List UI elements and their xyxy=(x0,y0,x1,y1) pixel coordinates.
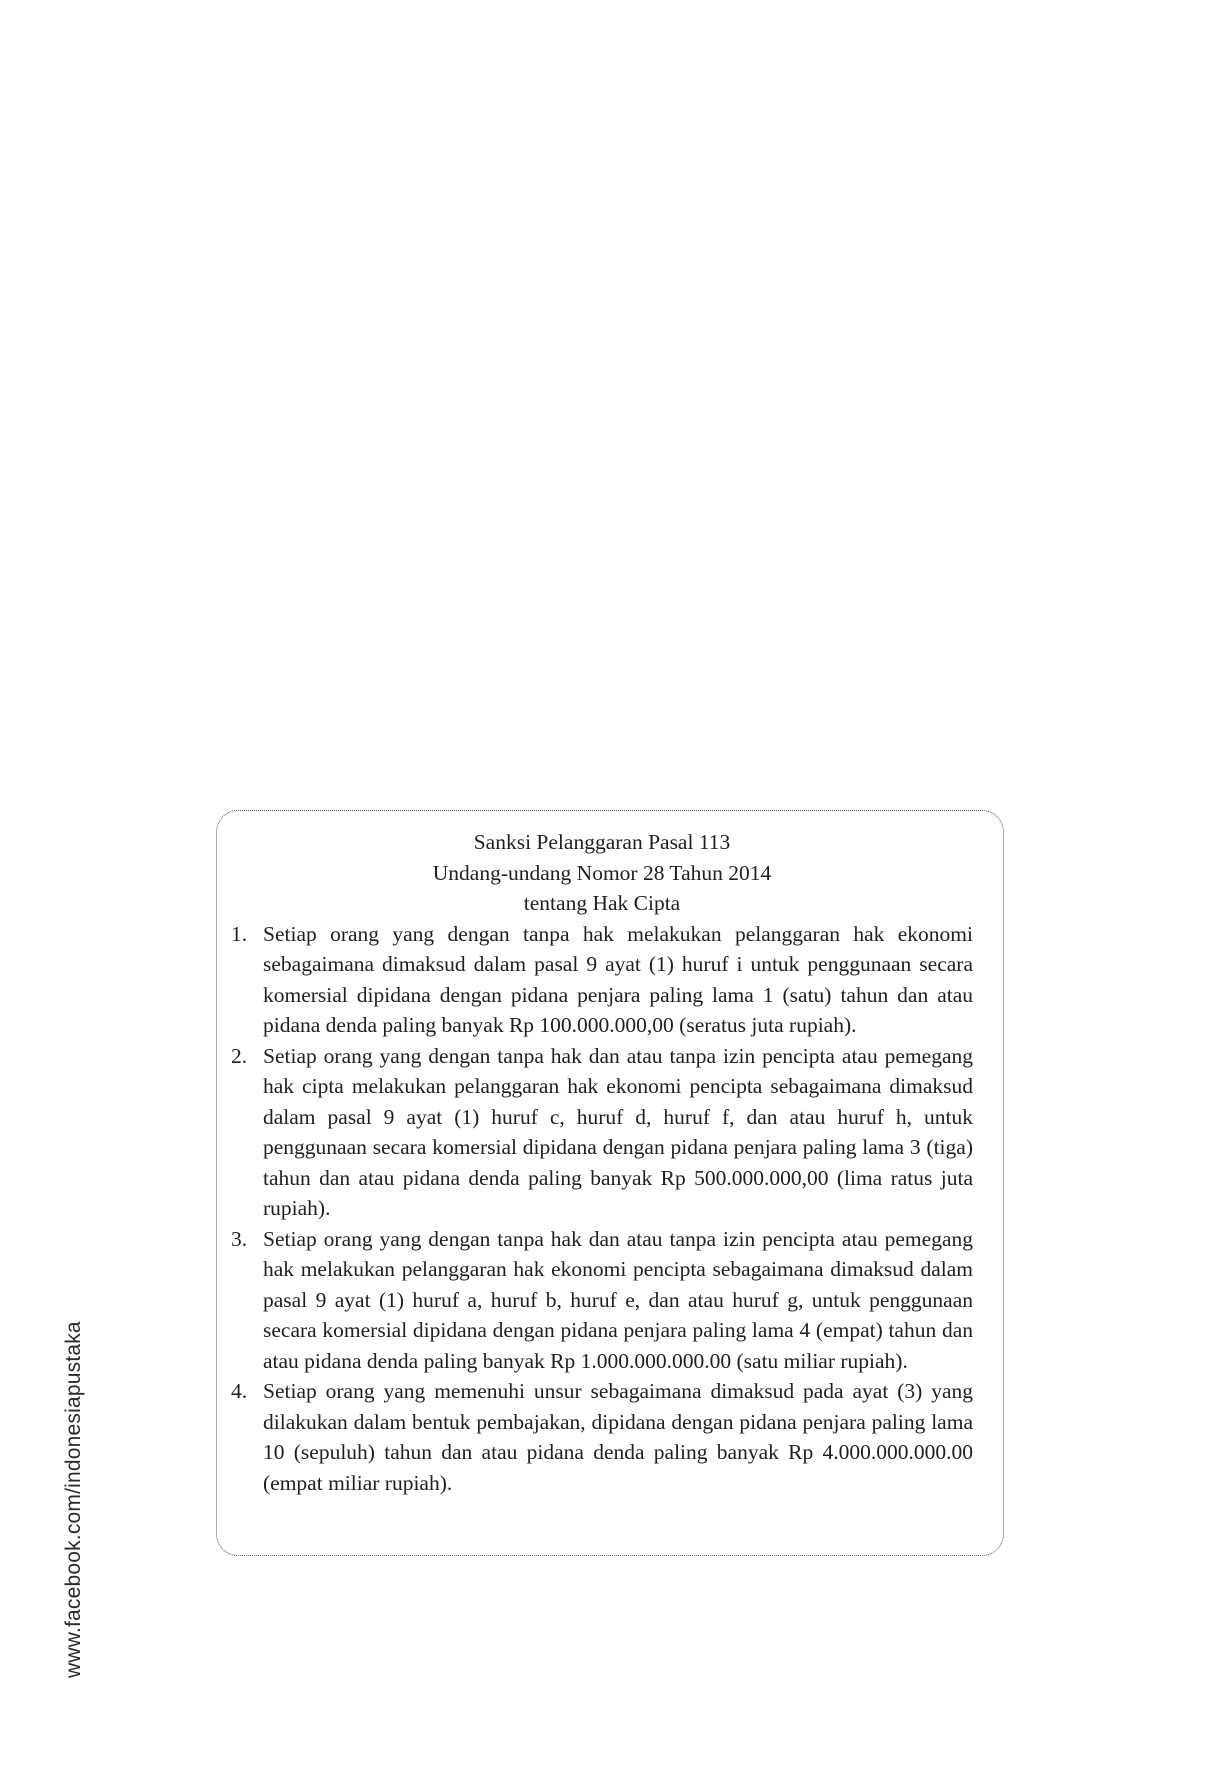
provision-item-3 xyxy=(231,1224,973,1377)
provision-item-1 xyxy=(231,919,973,1041)
provision-text: Setiap orang yang memenuhi unsur sebagaimana dimaksud pada ayat (3) yang dilakukan dalam bentuk pembajakan, dipidana dengan pidana penjara paling lama 10 (sepuluh) tahun dan atau pidana denda paling banyak Rp 4.000.000.000.00 (empat miliar rupiah). xyxy=(263,1379,973,1495)
provision-number: 4. xyxy=(231,1379,248,1403)
sanction-heading xyxy=(231,827,973,919)
copyright-sanction-box xyxy=(216,810,1004,1556)
facebook-url-watermark: www.facebook.com/indonesiapustaka xyxy=(62,1321,85,1678)
heading-line-law: Undang-undang Nomor 28 Tahun 2014 xyxy=(432,860,772,885)
provision-number: 1. xyxy=(231,921,248,946)
provision-text: Setiap orang yang dengan tanpa hak dan atau tanpa izin pencipta atau pemegang hak melakukan pelanggaran hak ekonomi pencipta sebagaimana dimaksud dalam pasal 9 ayat (1) huruf a, huruf b, huruf e, dan atau huruf g, untuk penggunaan secara komersial dipidana dengan pidana penjara paling lama 4 (empat) tahun dan atau pidana denda paling banyak Rp 1.000.000.000.00 (satu miliar rupiah). xyxy=(263,1226,973,1373)
heading-line-article: Sanksi Pelanggaran Pasal 113 xyxy=(473,830,731,854)
provision-number: 2. xyxy=(231,1043,248,1068)
provision-item-2 xyxy=(231,1041,973,1224)
provision-text: Setiap orang yang dengan tanpa hak melakukan pelanggaran hak ekonomi sebagaimana dimaksud dalam pasal 9 ayat (1) huruf i untuk penggunaan secara komersial dipidana dengan pidana penjara paling lama 1 (satu) tahun dan atau pidana denda paling banyak Rp 100.000.000,00 (seratus juta rupiah). xyxy=(263,921,973,1037)
provision-number: 3. xyxy=(231,1226,248,1251)
heading-line-subject: tentang Hak Cipta xyxy=(523,891,681,915)
provision-list xyxy=(231,919,973,1499)
provision-item-4 xyxy=(231,1376,973,1498)
provision-text: Setiap orang yang dengan tanpa hak dan atau tanpa izin pencipta atau pemegang hak cipta melakukan pelanggaran hak ekonomi pencipta sebagaimana dimaksud dalam pasal 9 ayat (1) huruf c, huruf d, huruf f, dan atau huruf h, untuk penggunaan secara komersial dipidana dengan pidana penjara paling lama 3 (tiga) tahun dan atau pidana denda paling banyak Rp 500.000.000,00 (lima ratus juta rupiah). xyxy=(263,1043,973,1220)
